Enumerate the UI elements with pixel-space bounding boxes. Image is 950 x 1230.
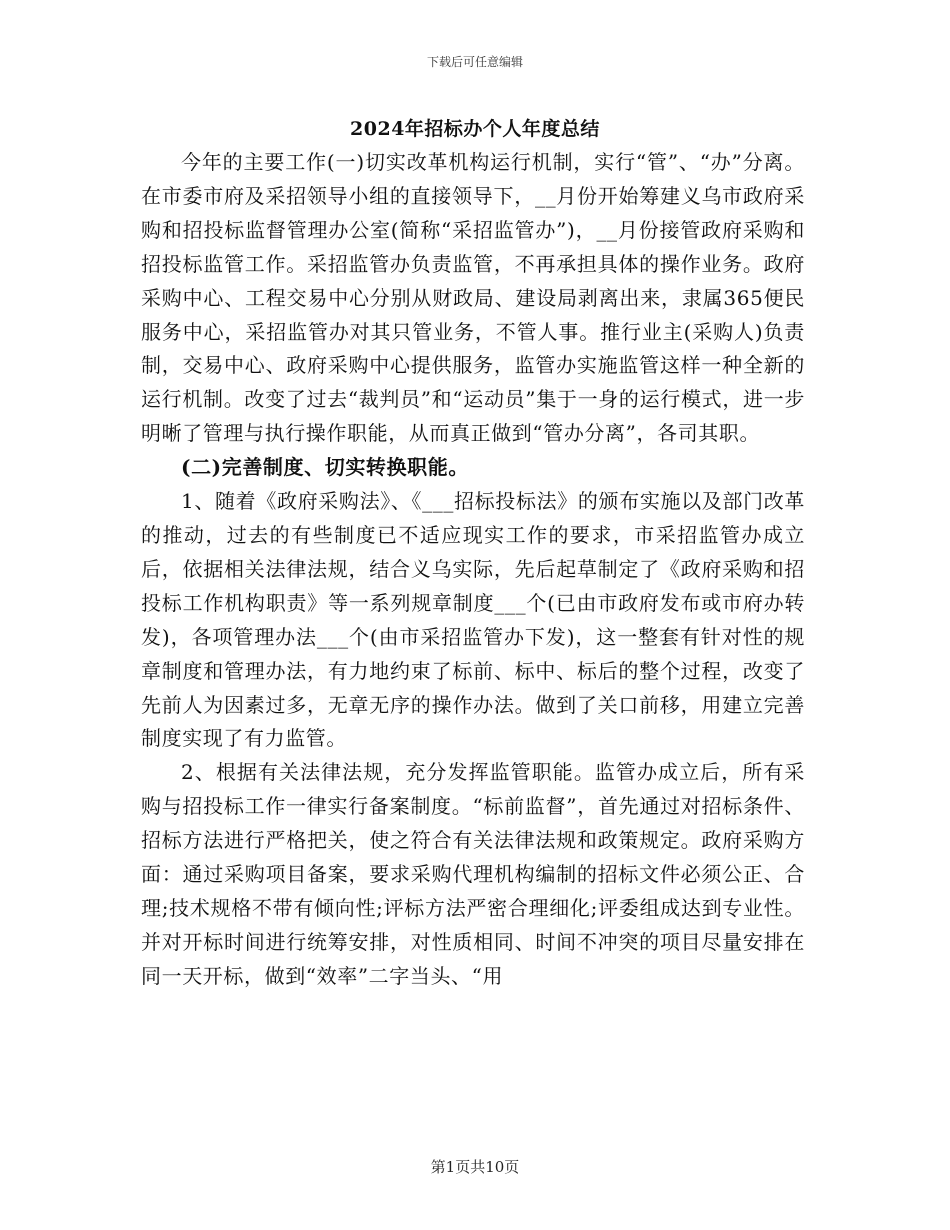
header-note: 下载后可任意编辑 [426, 55, 523, 69]
section-heading-2: (二)完善制度、切实转换职能。 [181, 455, 469, 480]
page-footer: 第1页共10页 [430, 1158, 520, 1176]
paragraph-main-work: 今年的主要工作(一)切实改革机构运行机制，实行“管”、“办”分离。在市委市府及采招领导小组的直接领导下，__月份开始筹建义乌市政府采购和招投标监督管理办公室(简称“采招监管办”)，__月份接管政府采购和招投标监管工作。采招监管办负责监管，不再承担具体的操作业务。政府采购中心、工程交易中心分别从财政局、建设局剥离出来，隶属365便民服务中心，采招监管办对其只管业务，不管人事。推行业主(采购人)负责制，交易中心、政府采购中心提供服务，监管办实施监管这样一种全新的运行机制。改变了过去“裁判员”和“运动员”集于一身的运行模式，进一步明晰了管理与执行操作职能，从而真正做到“管办分离”，各司其职。 [141, 150, 805, 446]
document-title: 2024年招标办个人年度总结 [350, 118, 600, 140]
document-body [141, 146, 805, 994]
paragraph-item-2: 2、根据有关法律法规，充分发挥监管职能。监管办成立后，所有采购与招投标工作一律实行备案制度。“标前监督”，首先通过对招标条件、招标方法进行严格把关，使之符合有关法律法规和政策规定。政府采购方面：通过采购项目备案，要求采购代理机构编制的招标文件必须公正、合理;技术规格不带有倾向性;评标方法严密合理细化;评委组成达到专业性。并对开标时间进行统筹安排，对性质相同、时间不冲突的项目尽量安排在同一天开标，做到“效率”二字当头、“用 [141, 760, 805, 988]
paragraph-item-1: 1、随着《政府采购法》、《___招标投标法》的颁布实施以及部门改革的推动，过去的有些制度已不适应现实工作的要求，市采招监管办成立后，依据相关法律法规，结合义乌实际，先后起草制定了《政府采购和招投标工作机构职责》等一系列规章制度___个(已由市政府发布或市府办转发)，各项管理办法___个(由市采招监管办下发)，这一整套有针对性的规章制度和管理办法，有力地约束了标前、标中、标后的整个过程，改变了先前人为因素过多，无章无序的操作办法。做到了关口前移，用建立完善制度实现了有力监管。 [141, 489, 805, 751]
